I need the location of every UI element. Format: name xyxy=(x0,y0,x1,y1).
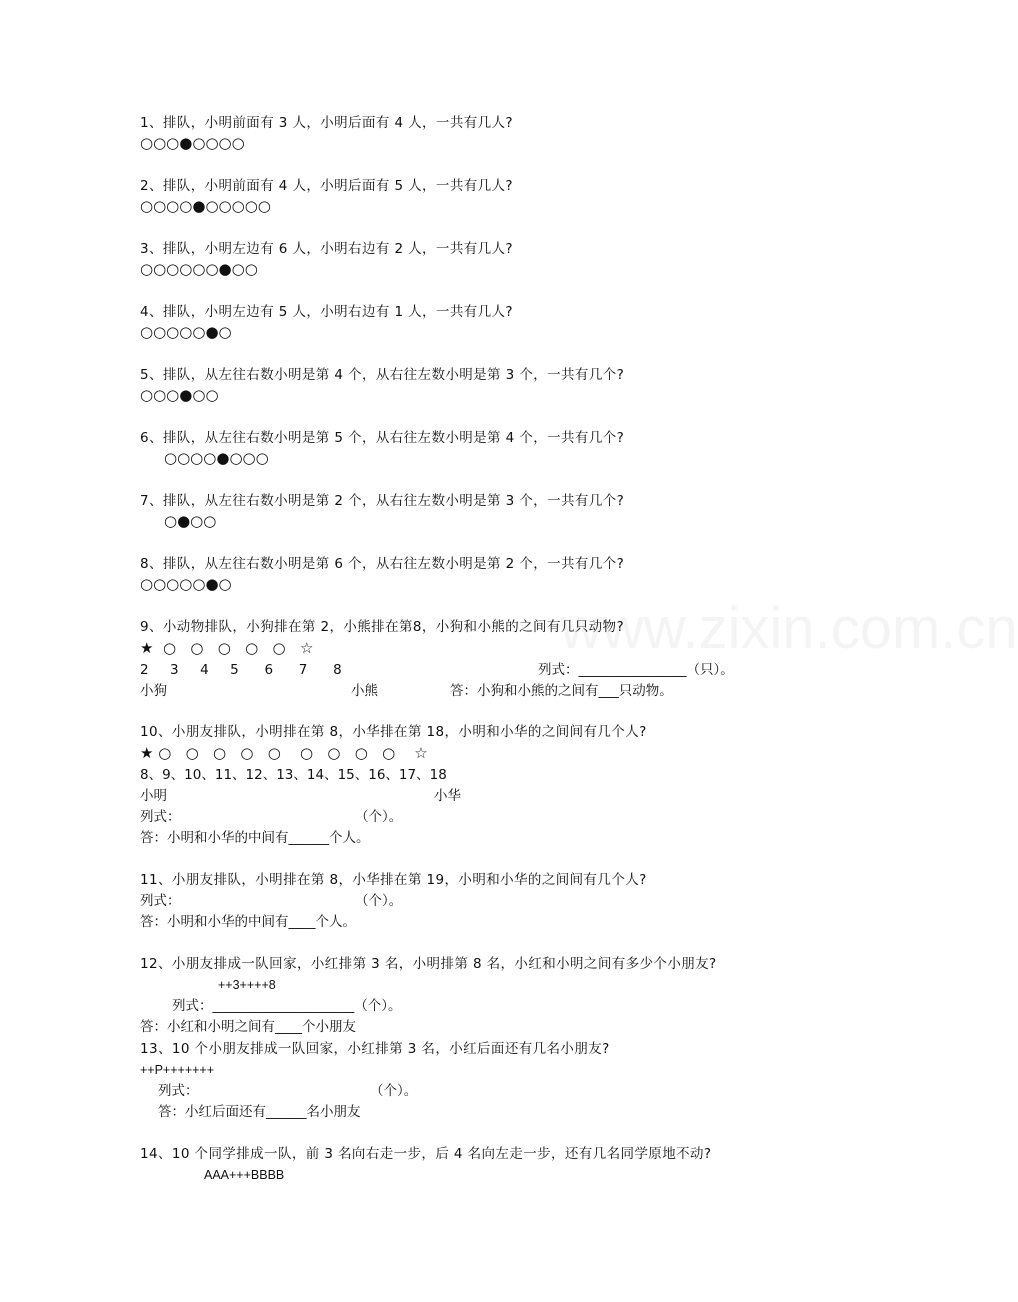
question-4-text: 4、排队，小明左边有 5 人，小明右边有 1 人，一共有几人? xyxy=(140,304,513,320)
question-2-text: 2、排队，小明前面有 4 人，小明后面有 5 人，一共有几人? xyxy=(140,178,513,194)
question-5-circles: ○○○●○○ xyxy=(140,386,219,404)
question-13-diagram: ++P+++++++ xyxy=(140,1063,215,1077)
question-10-symbols: ★ ○ ○ ○ ○ ○ ○ ○ ○ ○ ☆ xyxy=(140,744,428,762)
question-8-circles: ○○○○○●○ xyxy=(140,575,232,593)
question-11-answer: 答：小明和小华的中间有____个人。 xyxy=(140,914,356,930)
question-13-formula-label: 列式： xyxy=(158,1083,199,1099)
question-9-text: 9、小动物排队，小狗排在第 2，小熊排在第8，小狗和小熊的之间有几只动物? xyxy=(140,619,625,635)
question-8-text: 8、排队，从左往右数小明是第 6 个，从右往左数小明是第 2 个，一共有几个? xyxy=(140,556,625,572)
question-12-diagram: ++3++++8 xyxy=(218,978,276,992)
watermark: www.zixin.com.cn xyxy=(560,596,1018,661)
question-13-text: 13、10 个小朋友排成一队回家，小红排第 3 名，小红后面还有几名小朋友? xyxy=(140,1041,610,1057)
question-11-formula-label: 列式： xyxy=(140,893,181,909)
question-9-formula: 列式：________________（只）。 xyxy=(538,662,734,678)
question-7-text: 7、排队，从左往右数小明是第 2 个，从右往左数小明是第 3 个，一共有几个? xyxy=(140,493,625,509)
question-12-answer: 答：小红和小明之间有____个小朋友 xyxy=(140,1019,356,1035)
question-3-circles: ○○○○○○●○○ xyxy=(140,260,258,278)
question-9-answer: 答：小狗和小熊的之间有___只动物。 xyxy=(450,683,673,699)
question-9-bear-label: 小熊 xyxy=(351,683,378,699)
question-2-circles: ○○○○●○○○○○ xyxy=(140,197,271,215)
question-10-text: 10、小朋友排队，小明排在第 8，小华排在第 18，小明和小华的之间间有几个人? xyxy=(140,724,647,740)
question-6-text: 6、排队，从左往右数小明是第 5 个，从右往左数小明是第 4 个，一共有几个? xyxy=(140,430,625,446)
question-10-numbers: 8、9、10、11、12、13、14、15、16、17、18 xyxy=(140,767,447,783)
question-14-text: 14、10 个同学排成一队，前 3 名向右走一步，后 4 名向左走一步，还有几名同学原地不动? xyxy=(140,1146,712,1162)
question-6-circles: ○○○○●○○○ xyxy=(164,449,269,467)
question-7-circles: ○●○○ xyxy=(164,512,217,530)
question-11-formula-unit: （个）。 xyxy=(355,893,403,909)
question-9-symbols: ★ ○ ○ ○ ○ ○ ☆ xyxy=(140,639,314,657)
question-1-text: 1、排队，小明前面有 3 人，小明后面有 4 人，一共有几人? xyxy=(140,115,513,131)
question-12-text: 12、小朋友排成一队回家，小红排第 3 名，小明排第 8 名，小红和小明之间有多少个小朋友? xyxy=(140,956,717,972)
question-14-diagram: AAA+++BBBB xyxy=(204,1168,285,1182)
question-9-dog-label: 小狗 xyxy=(140,683,167,699)
question-3-text: 3、排队，小明左边有 6 人，小明右边有 2 人，一共有几人? xyxy=(140,241,513,257)
question-10-answer: 答：小明和小华的中间有______个人。 xyxy=(140,830,370,846)
question-9-numbers: 2 3 4 5 6 7 8 xyxy=(140,662,342,678)
question-10-xiaohua-label: 小华 xyxy=(434,788,461,804)
question-1-circles: ○○○●○○○○ xyxy=(140,134,245,152)
question-10-xiaoming-label: 小明 xyxy=(140,788,167,804)
question-5-text: 5、排队，从左往右数小明是第 4 个，从右往左数小明是第 3 个，一共有几个? xyxy=(140,367,625,383)
question-11-text: 11、小朋友排队，小明排在第 8，小华排在第 19，小明和小华的之间间有几个人? xyxy=(140,872,647,888)
question-12-formula: 列式：_____________________（个）。 xyxy=(172,998,402,1014)
question-13-formula-unit: （个）。 xyxy=(370,1083,418,1099)
question-10-formula-label: 列式： xyxy=(140,809,181,825)
question-4-circles: ○○○○○●○ xyxy=(140,323,232,341)
question-13-answer: 答：小红后面还有______名小朋友 xyxy=(158,1104,361,1120)
question-10-formula-unit: （个）。 xyxy=(355,809,403,825)
